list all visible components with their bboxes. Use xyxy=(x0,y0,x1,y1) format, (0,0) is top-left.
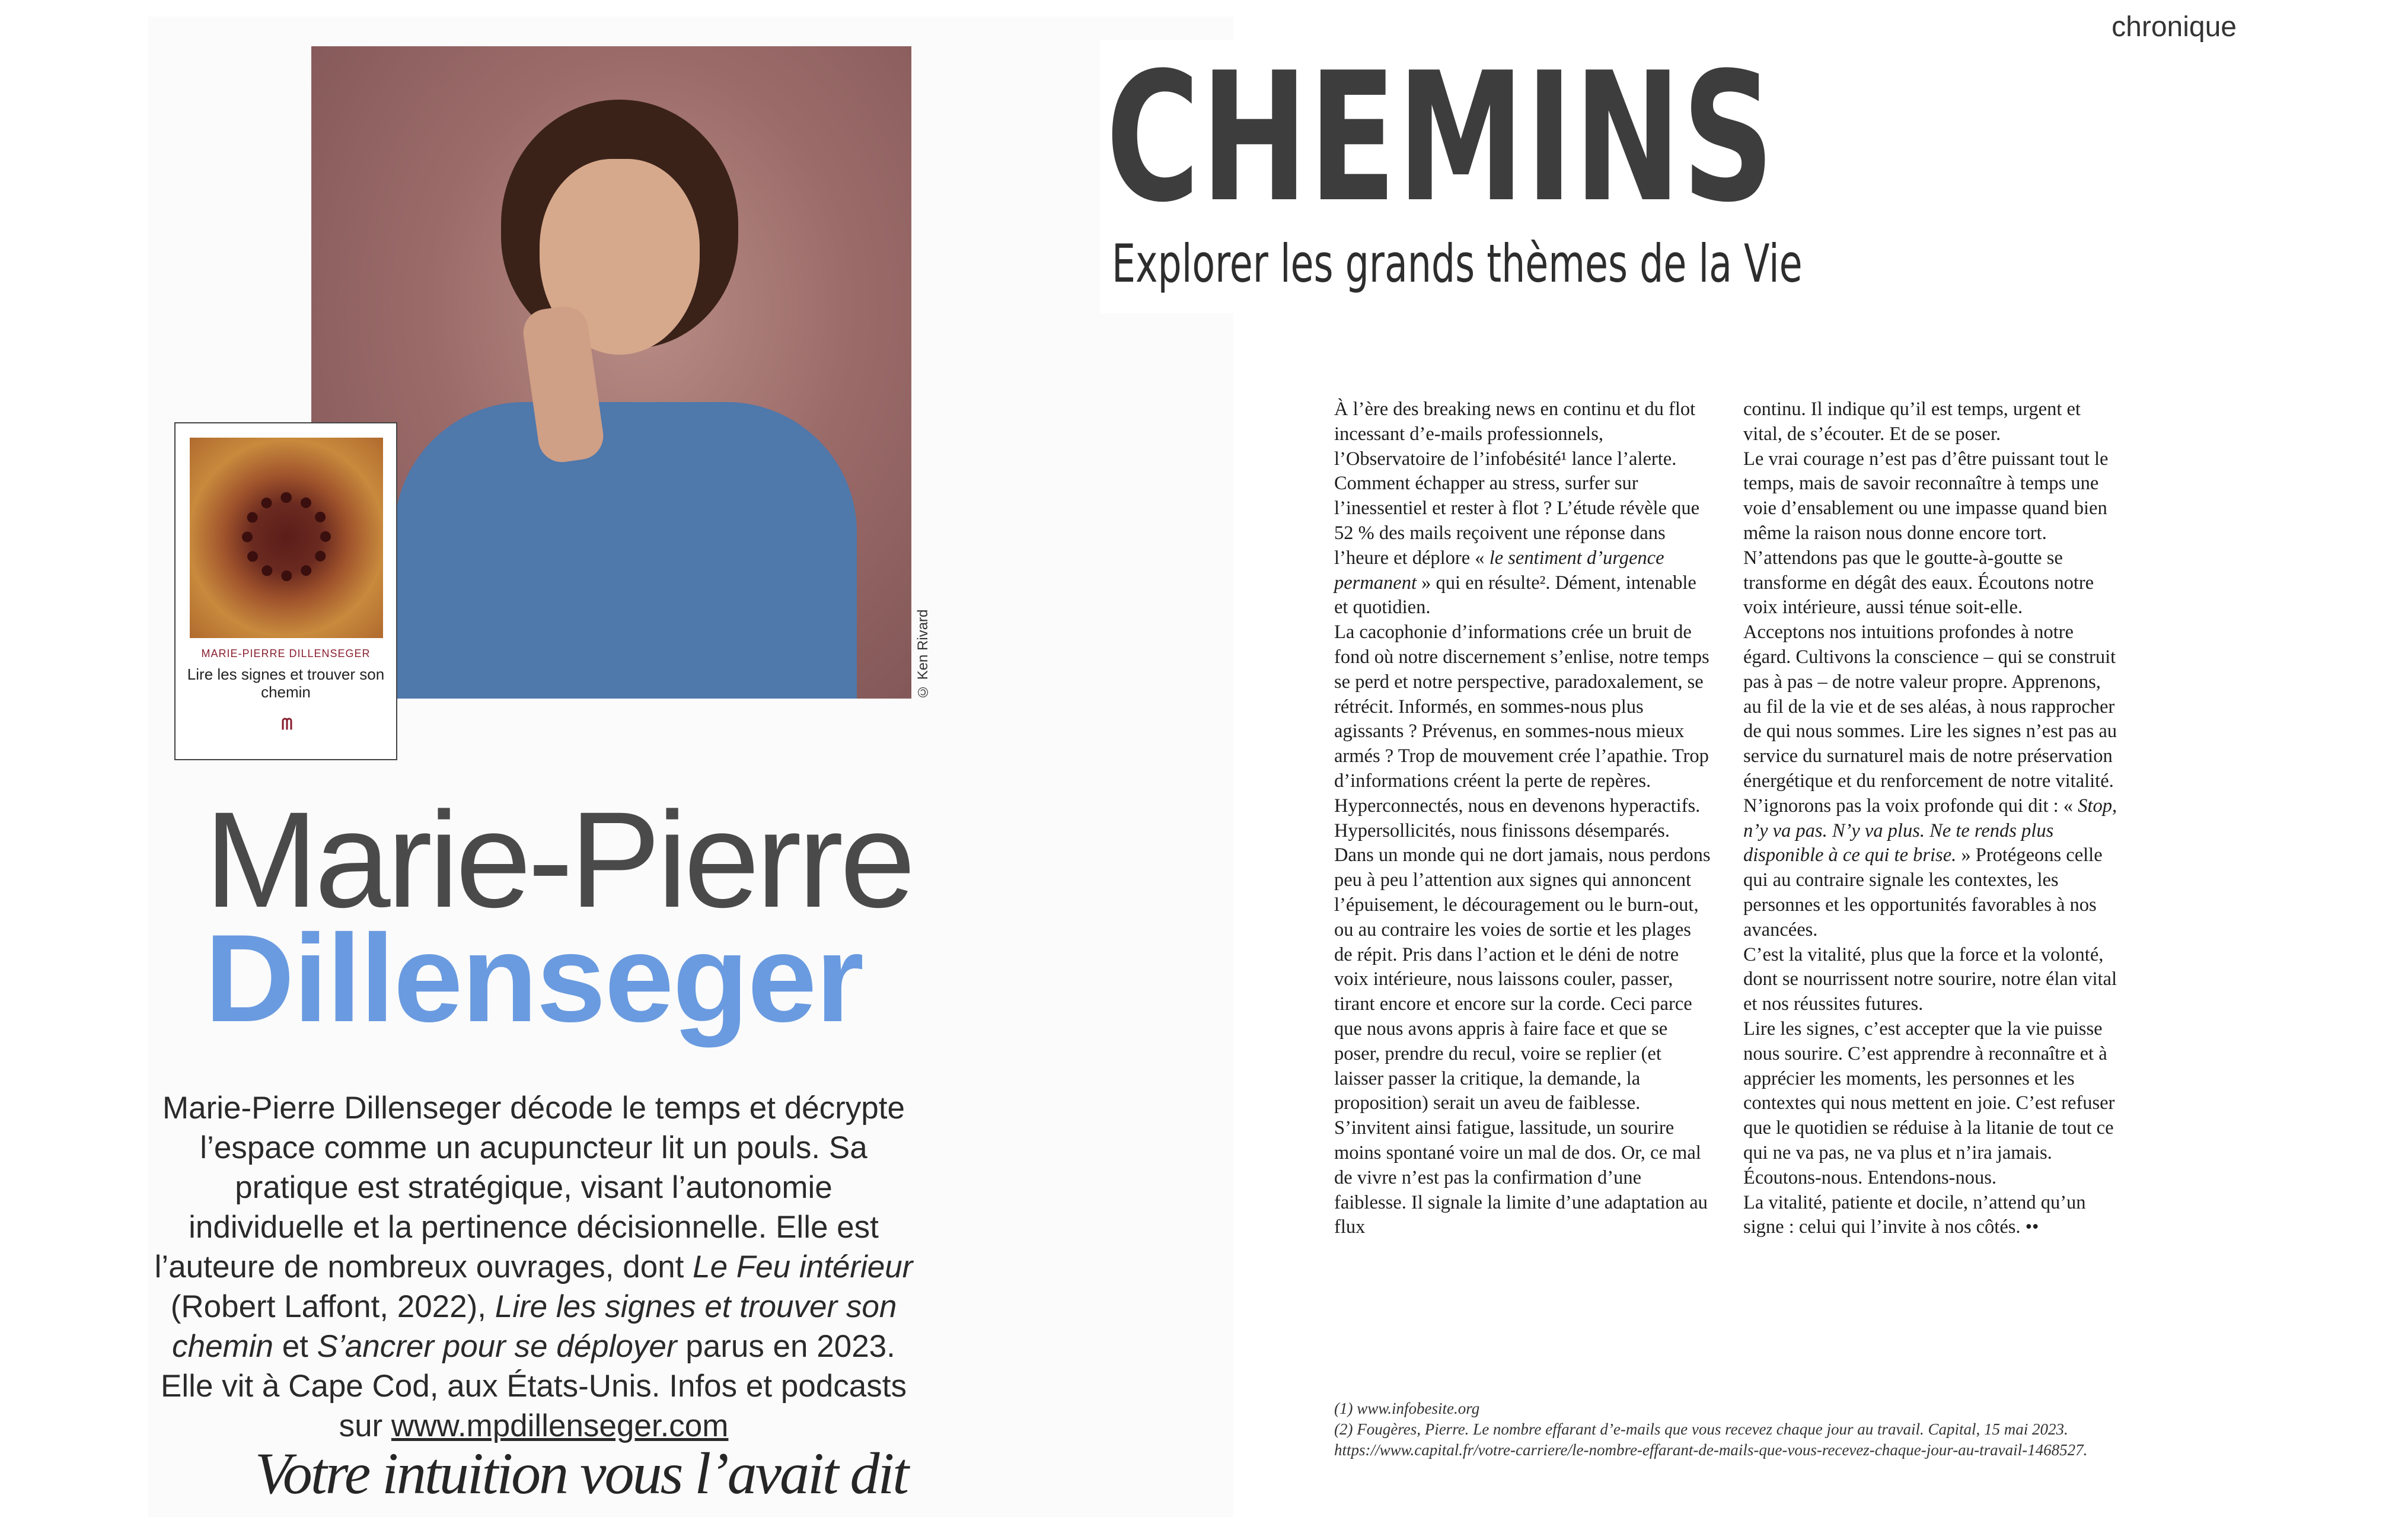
article-column-1 xyxy=(1334,397,1714,1240)
paragraph-text: Acceptons nos intuitions profondes à notre égard. Cultivons la conscience – qui se construit pas à pas – de notre valeur propre. Apprenons, au fil de la vie et de ses aléas, à nous rapprocher de qui nous sommes. Lire les signes n’est pas au service du surnaturel mais de notre préservation énergétique et du renforcement de notre vitalité. N’ignorons pas la voix profonde qui dit : « xyxy=(1743,621,2117,817)
section-label: chronique xyxy=(2112,11,2237,43)
bio-book-title: S’ancrer pour se déployer xyxy=(317,1329,677,1364)
book-cover-title: Lire les signes et trouver son chemin xyxy=(187,665,385,701)
bio-book-title: Lire les signes et trouver son chemin xyxy=(172,1289,897,1364)
quote-emphasis: Stop, n’y va pas. N’y va plus. Ne te rends plus disponible à ce qui te brise. xyxy=(1743,795,2117,866)
portrait-shirt xyxy=(394,402,857,699)
footnote-2: (2) Fougères, Pierre. Le nombre effarant d’e-mails que vous recevez chaque jour au travail. Capital, 15 mai 2023. https://www.capital.fr/votre-carriere/le-nombre-effarant-de-mails-que-vous-recevez-chaque-jour-au-travail-1468527. xyxy=(1334,1420,2088,1459)
paragraph: continu. Il indique qu’il est temps, urgent et vital, de s’écouter. Et de se poser. xyxy=(1743,399,2081,445)
paragraph-text: » Protégeons celle qui au contraire signale les contextes, les personnes et les opportunités favorables à nos avancées. xyxy=(1743,844,2103,941)
paragraph: Lire les signes, c’est accepter que la vie puisse nous sourire. C’est apprendre à reconnaître et à apprécier les moments, les personnes et les contextes qui nous mettent en joie. C’est refuser que le quotidien se réduise à la litanie de tout ce qui ne va pas, ne va plus et n’ira jamais. Écoutons-nous. Entendons-nous. xyxy=(1743,1018,2115,1188)
article-body xyxy=(1334,397,2129,1346)
bio-text: parus en 2023. Elle vit à Cape Cod, aux États-Unis. Infos et podcasts sur xyxy=(161,1329,907,1443)
article-column-2 xyxy=(1743,397,2123,1240)
author-last-name: Dillenseger xyxy=(205,908,863,1048)
author-portrait-photo xyxy=(311,46,911,699)
paragraph xyxy=(1743,620,2123,942)
masthead-subtitle: Explorer les grands thèmes de la Vie xyxy=(1112,233,1803,294)
masthead xyxy=(1100,34,1803,313)
author-website-link[interactable]: www.mpdillenseger.com xyxy=(391,1408,729,1443)
quote-emphasis: le sentiment d’urgence permanent xyxy=(1334,547,1664,594)
photo-credit: © Ken Rivard xyxy=(915,609,931,700)
bio-text: et xyxy=(273,1329,317,1364)
bio-text: Marie-Pierre Dillenseger décode le temps et décrypte l’espace comme un acupuncteur lit un pouls. Sa pratique est stratégique, visant l’autonomie individuelle et la pertinence décisionnelle. Elle est l’auteure de nombreux ouvrages, dont xyxy=(154,1091,905,1284)
book-cover xyxy=(174,422,397,760)
paragraph: La cacophonie d’informations crée un bruit de fond où notre discernement s’enlise, notre temps se perd et notre perspective, paradoxalement, se rétrécit. Informés, en sommes-nous plus agissants ? Prévenus, en sommes-nous mieux armés ? Trop de mouvement crée l’apathie. Trop d’informations créent la perte de repères. Hyperconnectés, nous en devenons hyperactifs. Hypersollicités, nous finissons désemparés. xyxy=(1334,621,1709,841)
author-first-name: Marie-Pierre xyxy=(205,783,913,936)
footnotes xyxy=(1334,1398,2117,1461)
paragraph-text: À l’ère des breaking news en continu et du flot incessant d’e-mails professionnels, l’Observatoire de l’infobésité¹ lance l’alerte. Comment échapper au stress, surfer sur l’inessentiel et rester à flot ? L’étude révèle que 52 % des mails reçoivent une réponse dans l’heure et déplore « xyxy=(1334,399,1700,569)
paragraph: Dans un monde qui ne dort jamais, nous perdons peu à peu l’attention aux signes qui annoncent l’épuisement, le découragement ou le burn-out, ou au contraire les voies de sortie et les plages de répit. Pris dans l’action et le déni de notre voix intérieure, nous laissons couler, passer, tirant encore et encore sur la corde. Ceci parce que nous avons appris à faire face et que se poser, prendre du recul, voire se replier (et laisser passer la critique, la demande, la proposition) serait un aveu de faiblesse. S’invitent ainsi fatigue, lassitude, un sourire moins spontané voire un mal de dos. Or, ce mal de vivre n’est pas la confirmation d’une faiblesse. Il signale la limite d’une adaptation au flux xyxy=(1334,844,1711,1238)
masthead-title: CHEMINS xyxy=(1106,34,1775,241)
footnote-1: (1) www.infobesite.org xyxy=(1334,1400,1480,1417)
bio-book-title: Le Feu intérieur xyxy=(693,1249,913,1284)
book-cover-author: MARIE-PIERRE DILLENSEGER xyxy=(201,648,371,659)
book-cover-artwork xyxy=(190,438,383,638)
paragraph: La vitalité, patiente et docile, n’attend qu’un signe : celui qui l’invite à nos côtés. •• xyxy=(1743,1191,2086,1238)
paragraph xyxy=(1334,397,1714,620)
bio-text: (Robert Laffont, 2022), xyxy=(170,1289,495,1324)
paragraph-text: » qui en résulte². Dément, intenable et quotidien. xyxy=(1334,572,1696,619)
article-tagline: Votre intuition vous l’avait dit xyxy=(254,1440,908,1506)
paragraph: C’est la vitalité, plus que la force et la volonté, dont se nourrissent notre sourire, notre élan vital et nos réussites futures. xyxy=(1743,943,2117,1015)
author-bio xyxy=(154,1088,913,1446)
publisher-logo-icon: ᗰ xyxy=(281,715,293,733)
paragraph: Le vrai courage n’est pas d’être puissant tout le temps, mais de savoir reconnaître à temps une voie d’ensablement ou une impasse quand bien même la raison nous donne encore tort. N’attendons pas que le goutte-à-goutte se transforme en dégât des eaux. Écoutons notre voix intérieure, aussi ténue soit-elle. xyxy=(1743,448,2109,619)
